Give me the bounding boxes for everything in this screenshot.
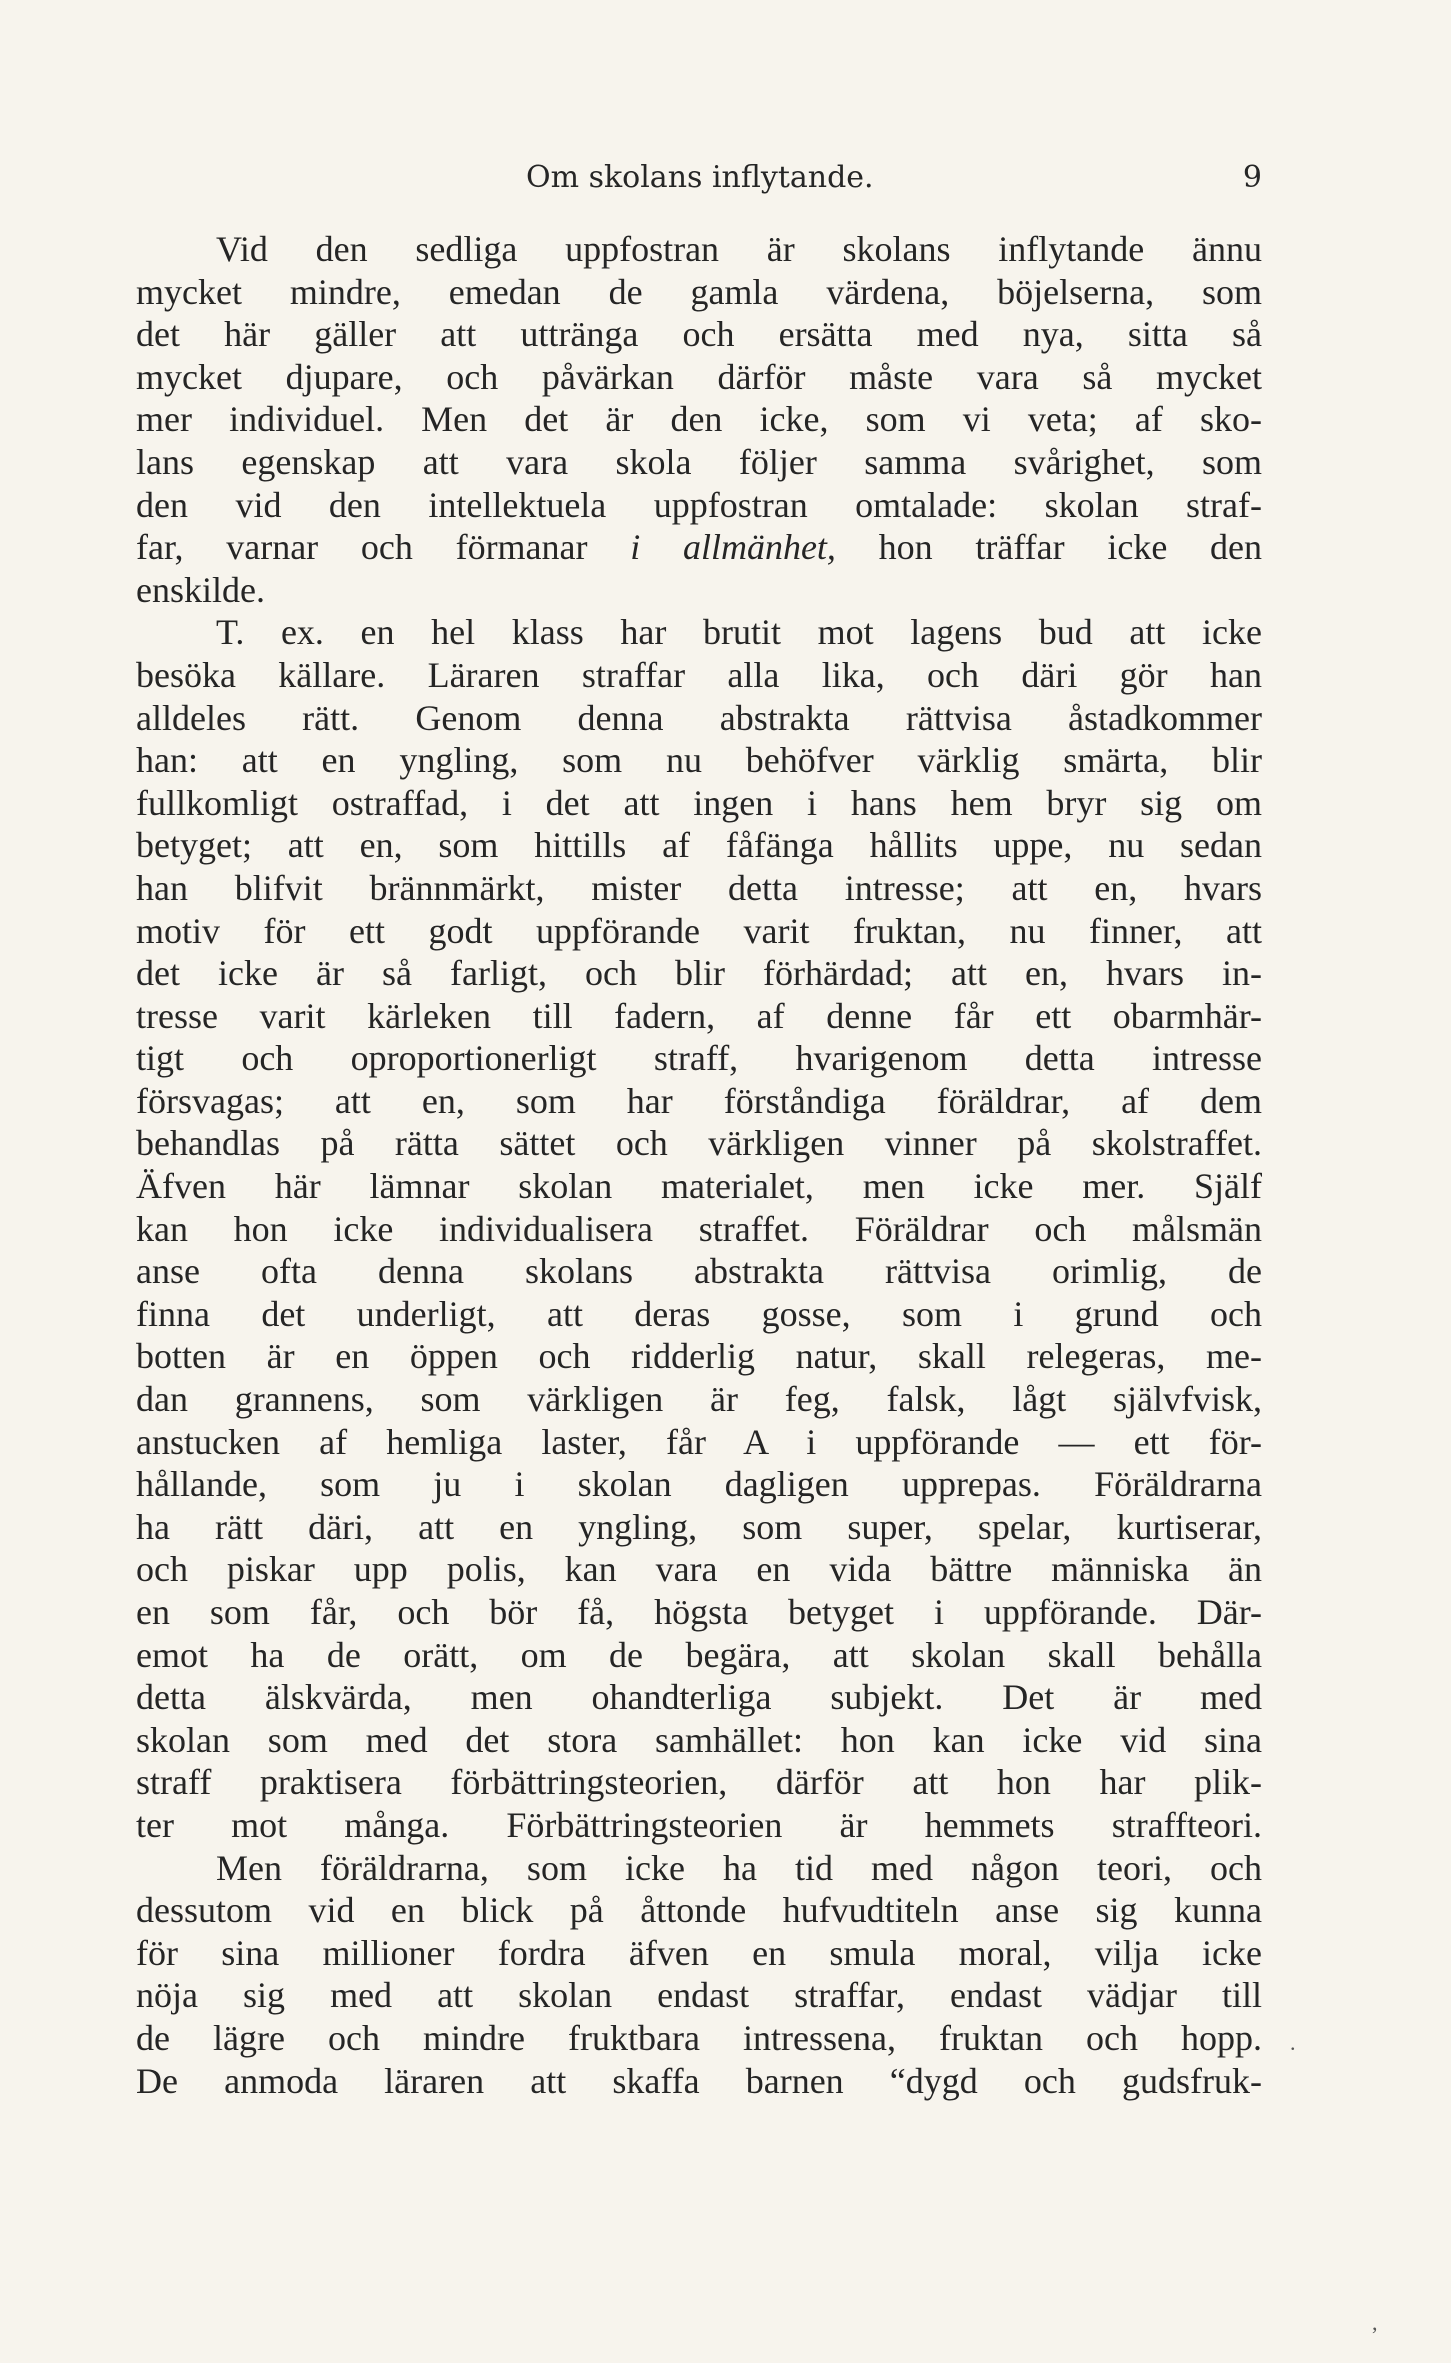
text-segment: far, varnar och förmanar (136, 527, 631, 568)
stray-ink-mark: , (1372, 2310, 1378, 2335)
text-line: det icke är så farligt, och blir förhärdad; att en, hvars in- (136, 953, 1262, 994)
text-line: anstucken af hemliga laster, får A i uppförande — ett för- (136, 1421, 1262, 1462)
text-line: Äfven här lämnar skolan materialet, men icke mer. Själf (136, 1166, 1262, 1207)
page-header (138, 160, 1262, 210)
text-line: tresse varit kärleken till fadern, af denne får ett obarmhär- (136, 995, 1262, 1036)
text-line: tigt och oproportionerligt straff, hvarigenom detta intresse (136, 1038, 1262, 1079)
text-line: han blifvit brännmärkt, mister detta intresse; att en, hvars (136, 867, 1262, 908)
text-line: straff praktisera förbättringsteorien, därför att hon har plik- (136, 1762, 1262, 1803)
text-line: lans egenskap att vara skola följer samma svårighet, som (136, 441, 1262, 482)
text-line: ter mot många. Förbättringsteorien är hemmets straffteori. (136, 1804, 1262, 1845)
text-line: han: att en yngling, som nu behöfver värklig smärta, blir (136, 740, 1262, 781)
text-line: motiv för ett godt uppförande varit fruktan, nu finner, att (136, 910, 1262, 951)
text-line: Men föräldrarna, som icke ha tid med någon teori, och (216, 1847, 1262, 1888)
text-line: och piskar upp polis, kan vara en vida bättre människa än (136, 1549, 1262, 1590)
text-line: skolan som med det stora samhället: hon kan icke vid sina (136, 1719, 1262, 1760)
text-line: enskilde. (136, 569, 265, 610)
stray-ink-mark: . (1290, 2030, 1296, 2055)
text-line: mycket mindre, emedan de gamla värdena, böjelserna, som (136, 271, 1262, 312)
text-line: Vid den sedliga uppfostran är skolans inflytande ännu (216, 229, 1262, 269)
text-line: kan hon icke individualisera straffet. Föräldrar och målsmän (136, 1208, 1262, 1249)
text-line: det här gäller att uttränga och ersätta med nya, sitta så (136, 314, 1262, 355)
text-line: den vid den intellektuela uppfostran omtalade: skolan straf- (136, 484, 1262, 525)
text-line: de lägre och mindre fruktbara intressena, fruktan och hopp. (136, 2017, 1262, 2058)
text-line: en som får, och bör få, högsta betyget i uppförande. Där- (136, 1592, 1262, 1632)
running-head: Om skolans inflytande. (526, 160, 874, 195)
text-line: ha rätt däri, att en yngling, som super, spelar, kurtiserar, (136, 1506, 1262, 1547)
text-line: behandlas på rätta sättet och värkligen vinner på skolstraffet. (136, 1123, 1262, 1164)
text-line: detta älskvärda, men ohandterliga subjekt. Det är med (136, 1677, 1262, 1718)
text-segment: hon träffar icke den (835, 527, 1262, 568)
text-line (136, 526, 1262, 569)
text-line: anse ofta denna skolans abstrakta rättvisa orimlig, de (136, 1251, 1262, 1292)
body-text (136, 228, 1262, 2102)
text-line: hållande, som ju i skolan dagligen upprepas. Föräldrarna (136, 1464, 1262, 1505)
italic-phrase: i allmänhet, (630, 527, 836, 568)
text-line: mer individuel. Men det är den icke, som vi veta; af sko- (136, 399, 1262, 440)
text-line: emot ha de orätt, om de begära, att skolan skall behålla (136, 1634, 1262, 1675)
text-line: försvagas; att en, som har förståndiga föräldrar, af dem (136, 1080, 1262, 1121)
text-line: De anmoda läraren att skaffa barnen “dygd och gudsfruk- (136, 2060, 1262, 2101)
text-line: T. ex. en hel klass har brutit mot lagens bud att icke (216, 612, 1262, 653)
text-line: för sina millioner fordra äfven en smula moral, vilja icke (136, 1932, 1262, 1973)
text-line: finna det underligt, att deras gosse, som i grund och (136, 1293, 1262, 1334)
text-line: botten är en öppen och ridderlig natur, skall relegeras, me- (136, 1336, 1262, 1377)
text-line: dan grannens, som värkligen är feg, falsk, lågt självfvisk, (136, 1379, 1262, 1420)
text-line: dessutom vid en blick på åttonde hufvudtiteln anse sig kunna (136, 1890, 1262, 1931)
text-line: nöja sig med att skolan endast straffar, endast vädjar till (136, 1975, 1262, 2016)
page-number: 9 (1242, 160, 1262, 195)
text-line: fullkomligt ostraffad, i det att ingen i hans hem bryr sig om (136, 782, 1262, 823)
text-line: mycket djupare, och påvärkan därför måste vara så mycket (136, 356, 1262, 397)
text-line: besöka källare. Läraren straffar alla lika, och däri gör han (136, 654, 1262, 695)
text-line: betyget; att en, som hittills af fåfänga hållits uppe, nu sedan (136, 825, 1262, 866)
text-line: alldeles rätt. Genom denna abstrakta rättvisa åstadkommer (136, 697, 1262, 738)
